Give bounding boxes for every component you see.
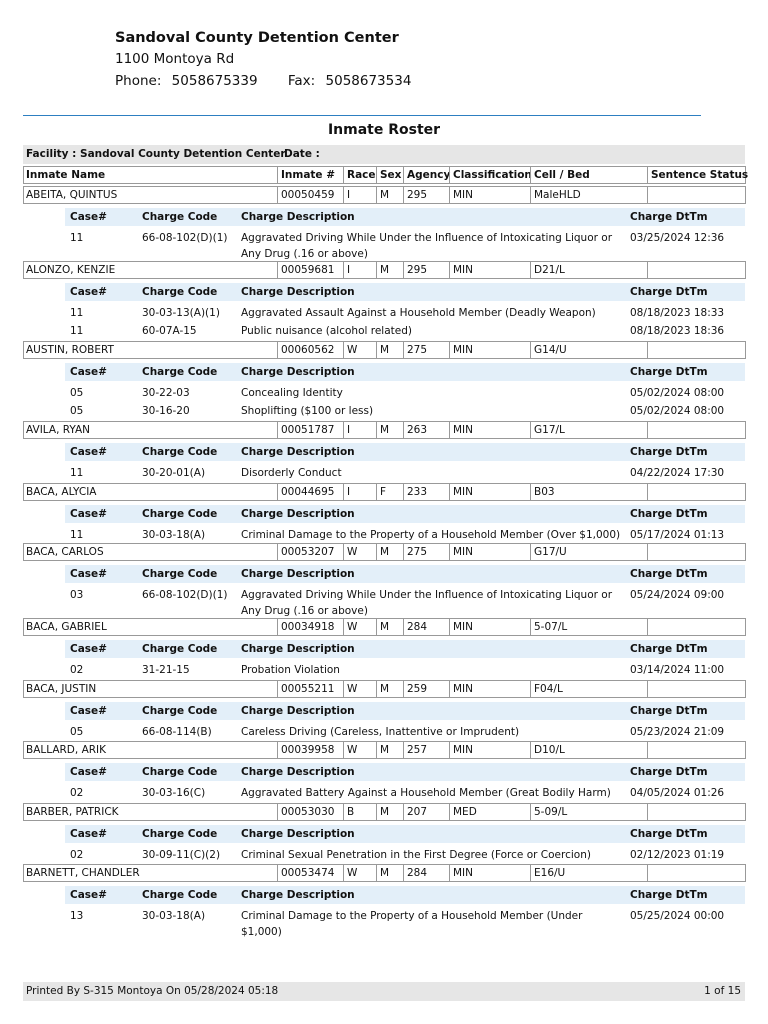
charge-header-charge-code: Charge Code [142, 211, 218, 223]
inmate-inmate-number: 00053474 [277, 865, 343, 881]
charge-header-row [65, 886, 745, 904]
inmate-inmate-number: 00051787 [277, 422, 343, 438]
charge-code: 66-08-102(D)(1) [142, 232, 228, 244]
charge-code: 30-22-03 [142, 387, 190, 399]
inmate-row [23, 543, 746, 561]
charge-dttm: 08/18/2023 18:33 [630, 307, 725, 319]
charge-code: 60-07A-15 [142, 325, 197, 337]
col-sex: Sex [376, 167, 403, 183]
charge-dttm: 05/17/2024 01:13 [630, 529, 725, 541]
charge-code: 30-03-18(A) [142, 529, 206, 541]
inmate-inmate-number: 00034918 [277, 619, 343, 635]
inmate-race: B [343, 804, 376, 820]
inmate-inmate-name: BARBER, PATRICK [26, 806, 119, 818]
charge-header-charge-dttm: Charge DtTm [630, 366, 708, 378]
charge-header-charge-dttm: Charge DtTm [630, 286, 708, 298]
inmate-inmate-number: 00059681 [277, 262, 343, 278]
phone-number: 5058675339 [171, 73, 258, 89]
inmate-agency: 263 [403, 422, 449, 438]
charge-header-row [65, 763, 745, 781]
inmate-classification: MIN [449, 484, 530, 500]
charge-header-charge-description: Charge Description [241, 366, 355, 378]
inmate-inmate-name: BACA, CARLOS [26, 546, 104, 558]
inmate-race: W [343, 742, 376, 758]
charge-description: Criminal Sexual Penetration in the First Degree (Force or Coercion) [241, 849, 591, 861]
date-label: Date : [284, 148, 320, 160]
charge-header-charge-description: Charge Description [241, 643, 355, 655]
roster-column-header [23, 166, 749, 184]
charge-header-charge-description: Charge Description [241, 446, 355, 458]
inmate-sentence-status [647, 422, 745, 438]
charge-dttm: 04/05/2024 01:26 [630, 787, 725, 799]
inmate-inmate-name: AVILA, RYAN [26, 424, 90, 436]
inmate-agency: 259 [403, 681, 449, 697]
charge-code: 66-08-102(D)(1) [142, 589, 228, 601]
charge-dttm: 03/14/2024 11:00 [630, 664, 725, 676]
charge-description: Aggravated Battery Against a Household Member (Great Bodily Harm) [241, 787, 611, 799]
charge-header-charge-description: Charge Description [241, 286, 355, 298]
inmate-inmate-number: 00053030 [277, 804, 343, 820]
case-number: 05 [70, 726, 84, 738]
inmate-race: I [343, 262, 376, 278]
inmate-sentence-status [647, 262, 745, 278]
charge-header-row [65, 505, 745, 523]
page-number: 1 of 15 [704, 985, 741, 997]
charge-header-charge-dttm: Charge DtTm [630, 643, 708, 655]
inmate-inmate-name: BACA, JUSTIN [26, 683, 97, 695]
inmate-sex: M [376, 742, 403, 758]
inmate-sentence-status [647, 804, 745, 820]
inmate-cell-bed: MaleHLD [530, 187, 647, 203]
inmate-row [23, 680, 746, 698]
facility-label: Facility : Sandoval County Detention Center [26, 148, 286, 160]
inmate-row [23, 741, 746, 759]
charge-description: Public nuisance (alcohol related) [241, 325, 412, 337]
charge-dttm: 08/18/2023 18:36 [630, 325, 725, 337]
case-number: 13 [70, 910, 84, 922]
inmate-sex: F [376, 484, 403, 500]
case-number: 11 [70, 529, 84, 541]
charge-header-charge-description: Charge Description [241, 766, 355, 778]
org-address: 1100 Montoya Rd [115, 51, 235, 67]
case-number: 11 [70, 467, 84, 479]
case-number: 11 [70, 232, 84, 244]
inmate-classification: MIN [449, 262, 530, 278]
inmate-cell-bed: B03 [530, 484, 647, 500]
charge-description: Aggravated Driving While Under the Influence of Intoxicating Liquor or Any Drug (.16 or above) [241, 589, 613, 617]
inmate-row [23, 618, 746, 636]
inmate-sex: M [376, 342, 403, 358]
charge-header-charge-dttm: Charge DtTm [630, 766, 708, 778]
col-inmate-name: Inmate Name [26, 169, 106, 181]
charge-header-case-number: Case# [70, 508, 107, 520]
inmate-row [23, 261, 746, 279]
charge-code: 30-20-01(A) [142, 467, 206, 479]
charge-header-charge-code: Charge Code [142, 705, 218, 717]
report-title: Inmate Roster [327, 122, 441, 138]
charge-dttm: 03/25/2024 12:36 [630, 232, 725, 244]
charge-header-charge-dttm: Charge DtTm [630, 568, 708, 580]
inmate-inmate-name: BARNETT, CHANDLER [26, 867, 140, 879]
inmate-classification: MIN [449, 422, 530, 438]
col-cell-bed: Cell / Bed [530, 167, 647, 183]
inmate-sentence-status [647, 544, 745, 560]
inmate-race: W [343, 681, 376, 697]
inmate-sentence-status [647, 742, 745, 758]
charge-header-charge-code: Charge Code [142, 643, 218, 655]
inmate-sentence-status [647, 865, 745, 881]
charge-dttm: 05/24/2024 09:00 [630, 589, 725, 601]
charge-header-case-number: Case# [70, 568, 107, 580]
fax-label: Fax: [287, 73, 316, 89]
inmate-sex: M [376, 619, 403, 635]
report-header [115, 28, 411, 92]
charge-header-row [65, 363, 745, 381]
charge-code: 30-03-16(C) [142, 787, 206, 799]
charge-header-charge-code: Charge Code [142, 766, 218, 778]
inmate-cell-bed: 5-07/L [530, 619, 647, 635]
charge-dttm: 05/25/2024 00:00 [630, 910, 725, 922]
inmate-row [23, 421, 746, 439]
case-number: 11 [70, 325, 84, 337]
inmate-inmate-name: BACA, ALYCIA [26, 486, 97, 498]
charge-dttm: 05/02/2024 08:00 [630, 387, 725, 399]
charge-description: Criminal Damage to the Property of a Household Member (Over $1,000) [241, 529, 621, 541]
inmate-cell-bed: F04/L [530, 681, 647, 697]
charge-code: 30-09-11(C)(2) [142, 849, 221, 861]
inmate-agency: 275 [403, 544, 449, 560]
charge-header-charge-dttm: Charge DtTm [630, 446, 708, 458]
charge-header-case-number: Case# [70, 643, 107, 655]
inmate-race: I [343, 422, 376, 438]
org-name: Sandoval County Detention Center [115, 30, 399, 46]
inmate-row [23, 341, 746, 359]
charge-header-charge-description: Charge Description [241, 828, 355, 840]
inmate-cell-bed: 5-09/L [530, 804, 647, 820]
charge-header-charge-description: Charge Description [241, 889, 355, 901]
inmate-cell-bed: D10/L [530, 742, 647, 758]
charge-description: Disorderly Conduct [241, 467, 342, 479]
inmate-inmate-number: 00053207 [277, 544, 343, 560]
inmate-classification: MIN [449, 187, 530, 203]
charge-header-charge-dttm: Charge DtTm [630, 508, 708, 520]
charge-header-case-number: Case# [70, 828, 107, 840]
charge-dttm: 05/02/2024 08:00 [630, 405, 725, 417]
inmate-inmate-number: 00044695 [277, 484, 343, 500]
inmate-inmate-name: AUSTIN, ROBERT [26, 344, 114, 356]
inmate-sentence-status [647, 681, 745, 697]
inmate-inmate-number: 00060562 [277, 342, 343, 358]
inmate-cell-bed: G17/U [530, 544, 647, 560]
inmate-inmate-number: 00055211 [277, 681, 343, 697]
inmate-classification: MIN [449, 742, 530, 758]
inmate-sentence-status [647, 342, 745, 358]
charge-header-row [65, 283, 745, 301]
charge-header-row [65, 702, 745, 720]
inmate-row [23, 483, 746, 501]
charge-description: Careless Driving (Careless, Inattentive or Imprudent) [241, 726, 520, 738]
charge-header-charge-code: Charge Code [142, 366, 218, 378]
inmate-cell-bed: G17/L [530, 422, 647, 438]
charge-description: Probation Violation [241, 664, 340, 676]
inmate-sex: M [376, 187, 403, 203]
inmate-sentence-status [647, 484, 745, 500]
inmate-agency: 207 [403, 804, 449, 820]
charge-header-row [65, 443, 745, 461]
phone-label: Phone: [115, 73, 162, 89]
inmate-sex: M [376, 804, 403, 820]
fax-number: 5058673534 [325, 73, 412, 89]
inmate-agency: 295 [403, 262, 449, 278]
inmate-race: W [343, 619, 376, 635]
charge-header-charge-code: Charge Code [142, 446, 218, 458]
charge-code: 30-03-13(A)(1) [142, 307, 220, 319]
charge-dttm: 04/22/2024 17:30 [630, 467, 725, 479]
inmate-inmate-name: ABEITA, QUINTUS [26, 189, 118, 201]
charge-code: 66-08-114(B) [142, 726, 212, 738]
charge-description: Shoplifting ($100 or less) [241, 405, 374, 417]
contact-line [115, 70, 411, 92]
inmate-row [23, 186, 746, 204]
charge-dttm: 05/23/2024 21:09 [630, 726, 725, 738]
col-sentence-status: Sentence Status [647, 167, 745, 183]
inmate-agency: 284 [403, 865, 449, 881]
charge-header-charge-dttm: Charge DtTm [630, 705, 708, 717]
charge-header-case-number: Case# [70, 889, 107, 901]
charge-code: 30-03-18(A) [142, 910, 206, 922]
charge-header-row [65, 208, 745, 226]
charge-header-charge-description: Charge Description [241, 211, 355, 223]
inmate-row [23, 864, 746, 882]
charge-header-case-number: Case# [70, 286, 107, 298]
inmate-sex: M [376, 422, 403, 438]
inmate-cell-bed: D21/L [530, 262, 647, 278]
inmate-race: W [343, 342, 376, 358]
inmate-classification: MED [449, 804, 530, 820]
charge-header-case-number: Case# [70, 705, 107, 717]
charge-header-row [65, 565, 745, 583]
charge-description: Criminal Damage to the Property of a Household Member (Under $1,000) [241, 910, 583, 938]
charge-header-charge-dttm: Charge DtTm [630, 828, 708, 840]
charge-description: Aggravated Driving While Under the Influence of Intoxicating Liquor or Any Drug (.16 or above) [241, 232, 613, 260]
charge-dttm: 02/12/2023 01:19 [630, 849, 725, 861]
charge-header-charge-description: Charge Description [241, 508, 355, 520]
facility-bar [23, 145, 745, 164]
inmate-sex: M [376, 262, 403, 278]
case-number: 05 [70, 387, 84, 399]
inmate-race: W [343, 544, 376, 560]
col-classification: Classification [449, 167, 530, 183]
inmate-sex: M [376, 865, 403, 881]
inmate-agency: 284 [403, 619, 449, 635]
charge-header-charge-description: Charge Description [241, 705, 355, 717]
charge-header-case-number: Case# [70, 211, 107, 223]
inmate-classification: MIN [449, 544, 530, 560]
charge-header-charge-code: Charge Code [142, 568, 218, 580]
inmate-row [23, 803, 746, 821]
charge-header-charge-dttm: Charge DtTm [630, 889, 708, 901]
col-race: Race [343, 167, 376, 183]
charge-header-charge-code: Charge Code [142, 508, 218, 520]
inmate-classification: MIN [449, 865, 530, 881]
inmate-inmate-name: BACA, GABRIEL [26, 621, 107, 633]
case-number: 05 [70, 405, 84, 417]
inmate-inmate-name: BALLARD, ARIK [26, 744, 107, 756]
charge-code: 30-16-20 [142, 405, 190, 417]
charge-header-charge-dttm: Charge DtTm [630, 211, 708, 223]
inmate-agency: 275 [403, 342, 449, 358]
inmate-race: I [343, 484, 376, 500]
inmate-classification: MIN [449, 619, 530, 635]
inmate-inmate-name: ALONZO, KENZIE [26, 264, 116, 276]
charge-code: 31-21-15 [142, 664, 190, 676]
inmate-inmate-number: 00050459 [277, 187, 343, 203]
inmate-agency: 233 [403, 484, 449, 500]
inmate-sex: M [376, 681, 403, 697]
inmate-classification: MIN [449, 342, 530, 358]
inmate-race: I [343, 187, 376, 203]
charge-header-charge-code: Charge Code [142, 889, 218, 901]
charge-description: Concealing Identity [241, 387, 343, 399]
charge-header-charge-description: Charge Description [241, 568, 355, 580]
case-number: 02 [70, 849, 84, 861]
charge-header-case-number: Case# [70, 366, 107, 378]
case-number: 03 [70, 589, 84, 601]
inmate-agency: 257 [403, 742, 449, 758]
inmate-cell-bed: E16/U [530, 865, 647, 881]
case-number: 02 [70, 664, 84, 676]
inmate-sentence-status [647, 619, 745, 635]
inmate-cell-bed: G14/U [530, 342, 647, 358]
inmate-sex: M [376, 544, 403, 560]
case-number: 11 [70, 307, 84, 319]
inmate-classification: MIN [449, 681, 530, 697]
charge-header-row [65, 825, 745, 843]
charge-header-charge-code: Charge Code [142, 286, 218, 298]
printed-by: Printed By S-315 Montoya On 05/28/2024 05:18 [26, 985, 279, 997]
inmate-inmate-number: 00039958 [277, 742, 343, 758]
case-number: 02 [70, 787, 84, 799]
col-agency: Agency [403, 167, 449, 183]
inmate-sentence-status [647, 187, 745, 203]
charge-header-case-number: Case# [70, 446, 107, 458]
col-inmate-number: Inmate # [277, 167, 343, 183]
page-footer [23, 982, 745, 1001]
charge-description: Aggravated Assault Against a Household Member (Deadly Weapon) [241, 307, 596, 319]
inmate-agency: 295 [403, 187, 449, 203]
charge-header-charge-code: Charge Code [142, 828, 218, 840]
inmate-race: W [343, 865, 376, 881]
charge-header-row [65, 640, 745, 658]
charge-header-case-number: Case# [70, 766, 107, 778]
header-divider [23, 115, 701, 116]
